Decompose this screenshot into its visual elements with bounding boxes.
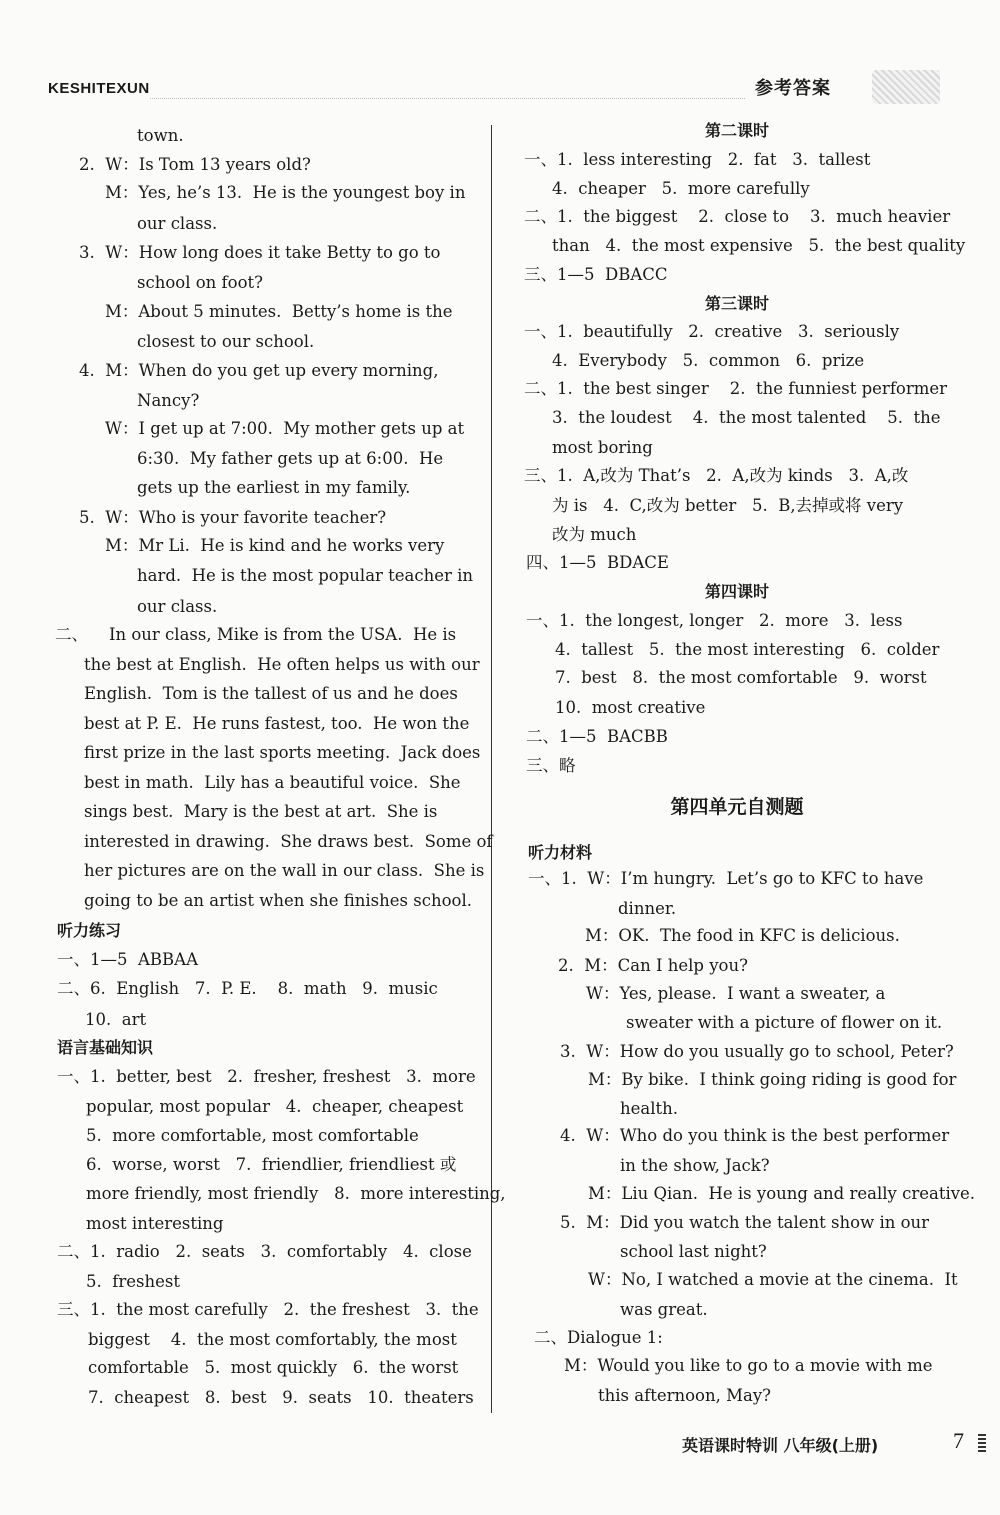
answer-line: 4. Everybody 5. common 6. prize [552,351,865,370]
answer-line: 2. W：Is Tom 13 years old? [79,155,311,174]
header-rule [150,98,745,99]
answer-line: 3. the loudest 4. the most talented 5. the [552,408,941,427]
brand-label: KESHITEXUN [48,80,150,97]
footer-book-title: 英语课时特训 八年级(上册) [682,1436,879,1455]
passage-line: English. Tom is the tallest of us and he does [84,684,458,703]
dialogue-line: 二、Dialogue 1: [534,1328,663,1347]
footer-decoration [978,1432,986,1452]
passage-line: interested in drawing. She draws best. Some of [84,832,493,851]
answer-line: 3. W：How long does it take Betty to go to [79,243,441,262]
answer-line: 二、1. the biggest 2. close to 3. much heavier [524,207,951,226]
lesson-heading: 第三课时 [704,294,769,313]
answer-line: 二、6. English 7. P. E. 8. math 9. music [57,979,438,998]
answer-line: town. [137,126,184,145]
answer-line: 5. more comfortable, most comfortable [86,1126,419,1145]
answer-line: 二、1—5 BACBB [526,727,668,746]
passage-line: going to be an artist when she finishes school. [84,891,472,910]
dialogue-line: 3. W：How do you usually go to school, Peter? [560,1042,954,1061]
dialogue-line: school last night? [620,1242,767,1261]
dialogue-line: M：Liu Qian. He is young and really creative. [588,1184,976,1203]
answer-line: 二、1. radio 2. seats 3. comfortably 4. close [57,1242,472,1261]
passage-line: her pictures are on the wall in our class. She is [84,861,485,880]
answer-line: 4. tallest 5. the most interesting 6. colder [555,640,940,659]
passage-line: best at P. E. He runs fastest, too. He won the [84,714,470,733]
dialogue-line: dinner. [618,899,677,918]
answer-line: more friendly, most friendly 8. more interesting, [86,1184,506,1203]
answer-line: gets up the earliest in my family. [137,478,411,497]
answer-line: than 4. the most expensive 5. the best quality [552,236,966,255]
dialogue-line: W：No, I watched a movie at the cinema. It [588,1270,958,1289]
answer-line: M：About 5 minutes. Betty’s home is the [105,302,453,321]
answer-line: 一、1. the longest, longer 2. more 3. less [526,611,903,630]
answer-line: school on foot? [137,273,263,292]
answer-line: 一、1—5 ABBAA [57,950,198,969]
page-number: 7 [953,1428,964,1453]
answer-line: W：I get up at 7:00. My mother gets up at [105,419,465,438]
answer-line: 5. W：Who is your favorite teacher? [79,508,387,527]
column-divider [491,125,492,1413]
answer-line: 6. worse, worst 7. friendlier, friendliest 或 [86,1155,457,1174]
passage-line: the best at English. He often helps us with our [84,655,480,674]
passage-line: first prize in the last sports meeting. Jack does [84,743,481,762]
answer-line: 改为 much [552,525,637,544]
passage-line: 二、 In our class, Mike is from the USA. He is [55,625,457,644]
header-title: 参考答案 [755,78,831,99]
dialogue-line: M：Would you like to go to a movie with me [564,1356,933,1375]
answer-line: our class. [137,597,218,616]
answer-line: popular, most popular 4. cheaper, cheapest [86,1097,464,1116]
answer-line: 三、1. the most carefully 2. the freshest 3. the [57,1300,479,1319]
answer-line: hard. He is the most popular teacher in [137,566,474,585]
dialogue-line: health. [620,1099,679,1118]
answer-line: 为 is 4. C,改为 better 5. B,去掉或将 very [552,496,904,515]
answer-line: 三、略 [526,756,576,775]
answer-line: 一、1. beautifully 2. creative 3. seriously [524,322,900,341]
unit-test-heading: 第四单元自测题 [670,796,804,818]
answer-line: comfortable 5. most quickly 6. the worst [88,1358,459,1377]
answer-line: most interesting [86,1214,224,1233]
passage-line: sings best. Mary is the best at art. She is [84,802,438,821]
answer-line: 四、1—5 BDACE [526,553,669,572]
lesson-heading: 第二课时 [704,121,769,140]
lesson-heading: 第四课时 [704,582,769,601]
answer-line: 7. best 8. the most comfortable 9. worst [555,668,927,687]
dialogue-line: in the show, Jack? [620,1156,770,1175]
dialogue-line: sweater with a picture of flower on it. [626,1013,943,1032]
dialogue-line: was great. [620,1300,708,1319]
answer-line: closest to our school. [137,332,315,351]
answer-line: 7. cheapest 8. best 9. seats 10. theaters [88,1388,474,1407]
answer-line: 一、1. less interesting 2. fat 3. tallest [524,150,871,169]
answer-line: M：Yes, he’s 13. He is the youngest boy in [105,183,466,202]
dialogue-line: 2. M：Can I help you? [558,956,748,975]
answer-line: 5. freshest [86,1272,180,1291]
answer-line: most boring [552,438,653,457]
section-heading: 语言基础知识 [57,1038,154,1057]
answer-line: our class. [137,214,218,233]
dialogue-line: M：By bike. I think going riding is good for [588,1070,957,1089]
dialogue-line: 4. W：Who do you think is the best performer [560,1126,950,1145]
dialogue-line: 一、1. W：I’m hungry. Let’s go to KFC to have [528,869,924,888]
answer-line: 6:30. My father gets up at 6:00. He [137,449,444,468]
answer-line: 三、1. A,改为 That’s 2. A,改为 kinds 3. A,改 [524,466,909,485]
dialogue-line: this afternoon, May? [598,1386,771,1405]
answer-line: biggest 4. the most comfortably, the most [88,1330,457,1349]
dialogue-line: 5. M：Did you watch the talent show in our [560,1213,930,1232]
answer-line: 二、1. the best singer 2. the funniest performer [524,379,948,398]
section-heading: 听力材料 [528,843,593,862]
header-decoration [872,70,940,104]
dialogue-line: M：OK. The food in KFC is delicious. [585,926,900,945]
answer-line: Nancy? [137,391,200,410]
answer-line: 一、1. better, best 2. fresher, freshest 3. more [57,1067,476,1086]
answer-line: 三、1—5 DBACC [524,265,668,284]
answer-line: 10. art [85,1010,147,1029]
passage-line: best in math. Lily has a beautiful voice. She [84,773,461,792]
section-heading: 听力练习 [57,921,122,940]
answer-line: 4. cheaper 5. more carefully [552,179,810,198]
answer-line: 4. M：When do you get up every morning, [79,361,439,380]
dialogue-line: W：Yes, please. I want a sweater, a [586,984,886,1003]
answer-line: M：Mr Li. He is kind and he works very [105,536,445,555]
answer-line: 10. most creative [555,698,706,717]
